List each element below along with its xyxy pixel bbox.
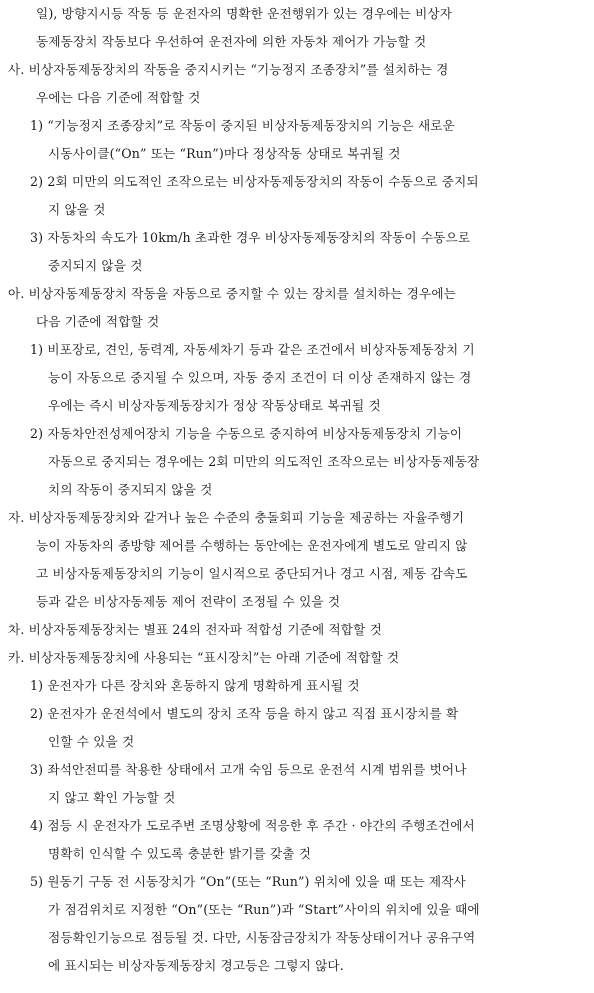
text-line: 인할 수 있을 것 bbox=[48, 734, 135, 749]
text-line: 자동으로 중지되는 경우에는 2회 미만의 의도적인 조작으로는 비상자동제동장 bbox=[48, 454, 480, 469]
text-line: 고 비상자동제동장치의 기능이 일시적으로 중단되거나 경고 시점, 제동 감속도 bbox=[36, 566, 468, 581]
list-item: 2) 2회 미만의 의도적인 조작으로는 비상자동제동장치의 작동이 수동으로 중지되 bbox=[30, 174, 479, 189]
text-line: 동제동장치 작동보다 우선하여 운전자에 의한 자동차 제어가 가능할 것 bbox=[36, 34, 427, 49]
text-line: 치의 작동이 중지되지 않을 것 bbox=[48, 482, 213, 497]
text-line: 일), 방향지시등 작동 등 운전자의 명확한 운전행위가 있는 경우에는 비상자 bbox=[36, 6, 453, 21]
list-item: 3) 자동차의 속도가 10km/h 초과한 경우 비상자동제동장치의 작동이 수동으로 bbox=[30, 230, 471, 245]
list-item: 2) 자동차안전성제어장치 기능을 수동으로 중지하여 비상자동제동장치 기능이 bbox=[30, 426, 463, 441]
list-item: 1) “기능정지 조종장치”로 작동이 중지된 비상자동제동장치의 기능은 새로운 bbox=[30, 118, 455, 133]
text-line: 중지되지 않을 것 bbox=[48, 258, 143, 273]
section-heading-a: 아. 비상자동제동장치 작동을 자동으로 중지할 수 있는 장치를 설치하는 경우에는 bbox=[8, 286, 456, 301]
list-item: 2) 운전자가 운전석에서 별도의 장치 조작 등을 하지 않고 직접 표시장치를 확 bbox=[30, 706, 459, 721]
text-line: 에 표시되는 비상자동제동장치 경고등은 그렇지 않다. bbox=[48, 958, 344, 973]
text-line: 명확히 인식할 수 있도록 충분한 밝기를 갖출 것 bbox=[48, 846, 312, 861]
text-line: 우에는 즉시 비상자동제동장치가 정상 작동상태로 복귀될 것 bbox=[48, 398, 381, 413]
section-heading-ja: 자. 비상자동제동장치와 같거나 높은 수준의 충돌회피 기능을 제공하는 자율주행기 bbox=[8, 510, 465, 525]
text-line: 시동사이클(“On” 또는 “Run”)마다 정상작동 상태로 복귀될 것 bbox=[48, 146, 401, 161]
list-item: 3) 좌석안전띠를 착용한 상태에서 고개 숙임 등으로 운전석 시계 범위를 벗어나 bbox=[30, 762, 467, 777]
text-line: 등과 같은 비상자동제동 제어 전략이 조정될 수 있을 것 bbox=[36, 594, 341, 609]
text-line: 지 않을 것 bbox=[48, 202, 106, 217]
section-heading-sa: 사. 비상자동제동장치의 작동을 중지시키는 “기능정지 조종장치”를 설치하는 경 bbox=[8, 62, 449, 77]
text-line: 능이 자동차의 종방향 제어를 수행하는 동안에는 운전자에게 별도로 알리지 않 bbox=[36, 538, 468, 553]
list-item: 1) 운전자가 다른 장치와 혼동하지 않게 명확하게 표시될 것 bbox=[30, 678, 360, 693]
list-item: 5) 원동기 구동 전 시동장치가 “On”(또는 “Run”) 위치에 있을 때 또는 제작사 bbox=[30, 874, 466, 889]
section-heading-ka: 카. 비상자동제동장치에 사용되는 “표시장치”는 아래 기준에 적합할 것 bbox=[8, 650, 400, 665]
text-line: 우에는 다음 기준에 적합할 것 bbox=[36, 90, 201, 105]
text-line: 다음 기준에 적합할 것 bbox=[36, 314, 160, 329]
list-item: 4) 점등 시 운전자가 도로주변 조명상황에 적응한 후 주간 · 야간의 주행조건에서 bbox=[30, 818, 475, 833]
text-line: 지 않고 확인 가능할 것 bbox=[48, 790, 176, 805]
list-item: 1) 비포장로, 견인, 동력계, 자동세차기 등과 같은 조건에서 비상자동제동장치 기 bbox=[30, 342, 475, 357]
text-line: 점등확인기능으로 점등될 것. 다만, 시동잠금장치가 작동상태이거나 공유구역 bbox=[48, 930, 476, 945]
text-line: 능이 자동으로 중지될 수 있으며, 자동 중지 조건이 더 이상 존재하지 않는 경 bbox=[48, 370, 472, 385]
text-line: 가 점검위치로 지정한 “On”(또는 “Run”)과 “Start”사이의 위치에 있을 때에 bbox=[48, 902, 480, 917]
section-heading-cha: 차. 비상자동제동장치는 별표 24의 전자파 적합성 기준에 적합할 것 bbox=[8, 622, 382, 637]
